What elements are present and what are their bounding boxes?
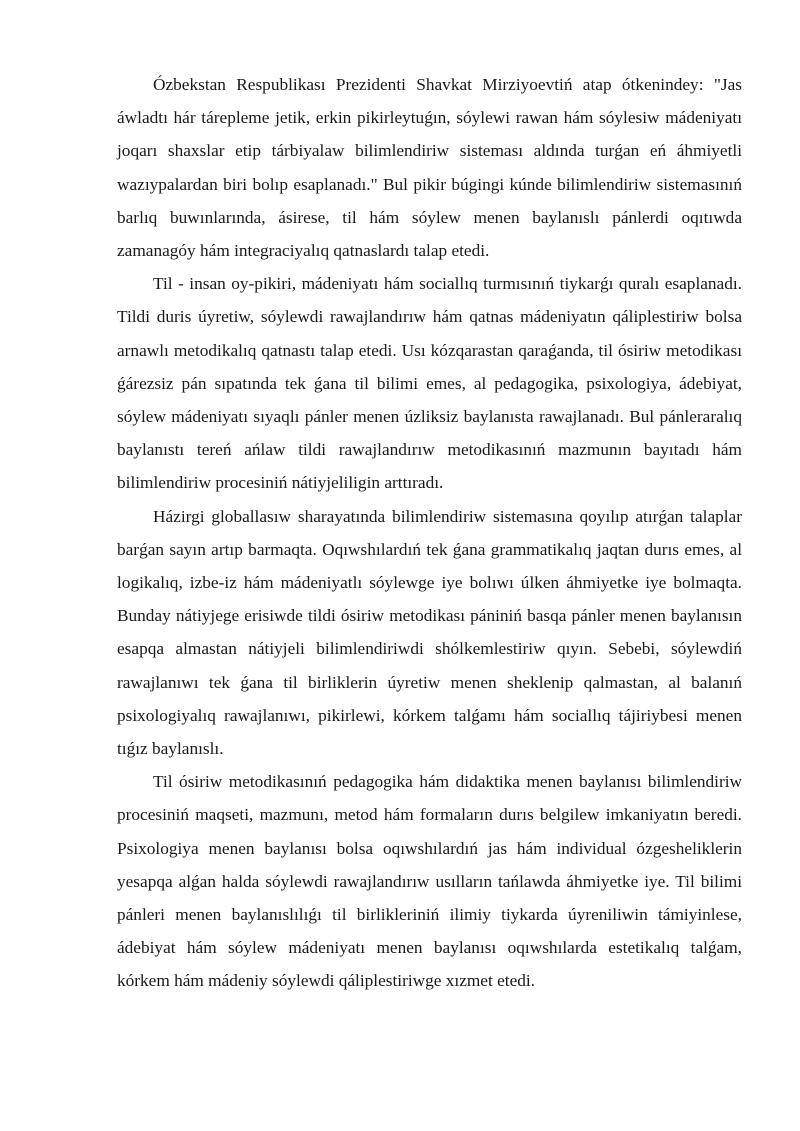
paragraph-intro-quote: Ózbekstan Respublikası Prezidenti Shavkat Mirziyoevtiń atap ótkenindey: "Jas áwladtı hár tárepleme jetik, erkin pikirleytuǵın, sóylewi rawan hám sóylesiw mádeniyatı joqarı shaxslar etip tárbiyalaw bilimlendiriw sisteması aldında turǵan eń áhmiyetli wazıypalardan biri bolıp esaplanadı." Bul pikir búgingi kúnde bilimlendiriw sistemasınıń barlıq buwınlarında, ásirese, til hám sóylew menen baylanıslı pánlerdi oqıtıwda zamanagóy hám integraciyalıq qatnaslardı talap etedi. bbox=[117, 75, 742, 261]
paragraph-globalization: Házirgi globallasıw sharayatında bilimlendiriw sistemasına qoyılıp atırǵan talaplar barǵan sayın artıp barmaqta. Oqıwshılardıń tek ǵana grammatikalıq jaqtan durıs emes, al logikalıq, izbe-iz hám mádeniyatlı sóylewge iye bolıwı úlken áhmiyetke iye bolmaqta. Bunday nátiyjege erisiwde tildi ósiriw metodikası pániniń basqa pánler menen baylanısın esapqa almastan nátiyjeli bilimlendiriwdi shólkemlestiriw qıyın. Sebebi, sóylewdiń rawajlanıwı tek ǵana til birliklerin úyretiw menen sheklenip qalmastan, al balanıń psixologiyalıq rawajlanıwı, pikirlewi, kórkem talǵamı hám sociallıq tájiriybesi menen tıǵız baylanıslı. bbox=[117, 506, 742, 759]
paragraph-interdisciplinary: Til ósiriw metodikasınıń pedagogika hám didaktika menen baylanısı bilimlendiriw procesiniń maqseti, mazmunı, metod hám formaların durıs belgilew imkaniyatın beredi. Psixologiya menen baylanısı bolsa oqıwshılardıń jas hám individual ózgesheliklerin yesapqa alǵan halda sóylewdi rawajlandırıw usılların tańlawda áhmiyetke iye. Til bilimi pánleri menen baylanıslılıǵı til birlikleriniń ilimiy tiykarda úyreniliwin támiyinlese, ádebiyat hám sóylew mádeniyatı menen baylanısı oqıwshılarda estetikalıq talǵam, kórkem hám mádeniy sóylewdi qáliplestiriwge xızmet etedi. bbox=[117, 772, 742, 991]
paragraph-language-role: Til - insan oy-pikiri, mádeniyatı hám sociallıq turmısınıń tiykarǵı quralı esaplanadı. Tildi duris úyretiw, sóylewdi rawajlandırıw hám qatnas mádeniyatın qáliplestiriw bolsa arnawlı metodikalıq qatnastı talap etedi. Usı kózqarastan qaraǵanda, til ósiriw metodikası ǵárezsiz pán sıpatında tek ǵana til bilimi emes, al pedagogika, psixologiya, ádebiyat, sóylew mádeniyatı sıyaqlı pánler menen úzliksiz baylanısta rawajlanadı. Bul pánleraralıq baylanıstı tereń ańlaw tildi rawajlandırıw metodikasınıń mazmunın bayıtadı hám bilimlendiriw procesiniń nátiyjeliligin arttıradı. bbox=[117, 274, 742, 493]
document-page bbox=[117, 68, 742, 998]
